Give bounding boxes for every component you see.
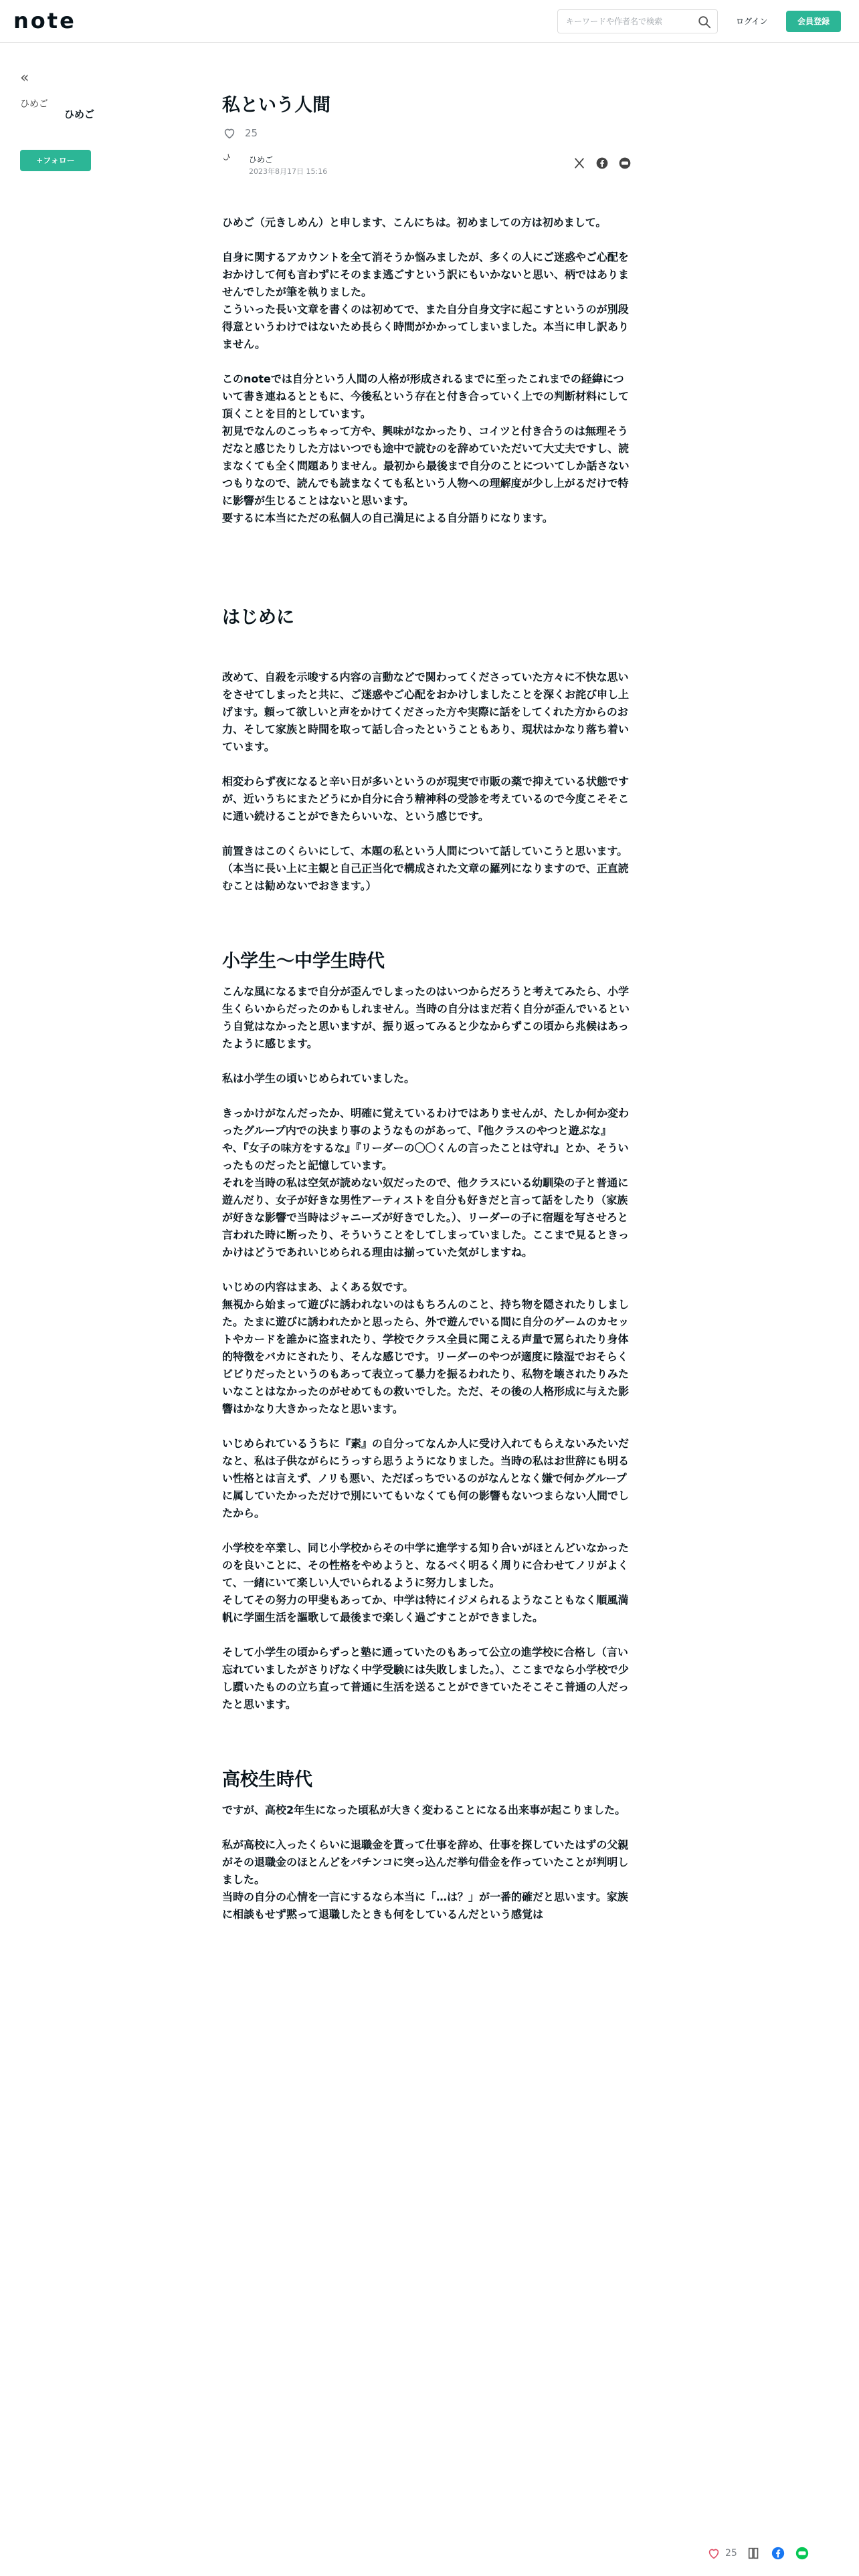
paragraph: こんな風になるまで自分が歪んでしまったのはいつからだろうと考えてみたら、小学生くらいからだったのかもしれません。当時の自分はまだ若く自分が歪んでいるという自覚はなかったと思いますが、振り返ってみると少なからずこの頃から兆候はあったように感じます。 [222,985,630,1050]
line-share-icon[interactable] [618,156,632,170]
paragraph: 前置きはこのくらいにして、本題の私という人間について話していこうと思います。（本当に長い上に主観と自己正当化で構成された文章の羅列になりますので、正直読むことは勧めないでおきます。） [222,845,629,892]
paragraph: きっかけがなんだったか、明確に覚えているわけではありませんが、たしか何か変わったグループ内での決まり事のようなものがあって、『他クラスのやつと遊ぶな』や、『女子の味方をするな』『リーダーの〇〇くんの言ったことは守れ』とか、そういったものだったと記憶しています。 それを当時の私は空気が読めない奴だったので、他クラスにいる幼馴染の子と普通に遊んだり、女子が好きな男性アーティストを自分も好きだと言って話をしたり（家族が好きな影響で当時はジャニーズが好きでした。）、リーダーの子に宿題を写させろと言われた時に断ったり、そういうことをしてしまっていました。ここまで見るときっかけはどうであれいじめられる理由は揃っていた気がしますね。 [222,1107,630,1259]
x-share-icon[interactable] [573,156,586,170]
article-title: 私という人間 [222,95,330,116]
signup-button[interactable]: 会員登録 [786,11,841,32]
author-name[interactable]: ひめご [249,155,274,165]
section-heading: 高校生時代 [222,1769,312,1790]
search-icon[interactable] [697,15,712,29]
heart-icon[interactable] [706,2546,721,2561]
paragraph: いじめられているうちに『素』の自分ってなんか人に受け入れてもらえないみたいだなと、私は子供ながらにうっすら思うようになりました。当時の私はお世辞にも明るい性格とは言えず、ノリも悪い、ただぼっちでいるのがなんとなく嫌で何かグループに属していたかっただけで別にいてもいなくても何の影響もないつまらない人間でしたから。 [222,1437,630,1519]
paragraph: いじめの内容はまあ、よくある奴です。 無視から始まって遊びに誘われないのはもちろんのこと、持ち物を隠されたりしました。たまに遊びに誘われたかと思ったら、外で遊んでいる間に自分のゲームのカセットやカードを誰かに盗まれたり、学校でクラス全員に聞こえる声量で罵られたり身体的特徴をバカにされたり、そんな感じです。リーダーのやつが適度に陰湿でおそらくビビりだったというのもあって表立って暴力を振るわれたり、私物を壊されたりみたいなことはなかったのがせめてもの救いでした。ただ、その後の人格形成に与えた影響はかなり大きかったなと思います。 [222,1281,630,1415]
follow-button[interactable]: +フォロー [20,150,91,171]
facebook-share-icon[interactable] [771,2546,785,2561]
like-count: 25 [245,127,258,139]
sidebar-avatar[interactable]: ひめご [20,99,48,110]
paragraph: ひめご（元きしめん）と申します、こんにちは。初めましての方は初めまして。 [222,216,607,229]
paragraph: 自身に関するアカウントを全て消そうか悩みましたが、多くの人にご迷惑やご心配をおかけして何も言わずにそのまま逃ごすという訳にもいかないと思い、柄ではありませんでしたが筆を執りました。 こういった長い文章を書くのは初めてで、また自分自身文字に起こすというのが別段得意というわけではないため長らく時間がかかってしまいました。本当に申し訳ありません。 [222,251,630,350]
search-input[interactable] [558,10,689,33]
share-icons [573,156,632,170]
floating-action-bar [706,2541,854,2565]
heart-icon[interactable] [222,126,237,140]
magazine-icon[interactable] [747,2546,761,2561]
author-row [222,152,632,179]
sidebar-author-name[interactable]: ひめご [64,108,95,120]
search-box[interactable] [557,9,718,33]
login-button[interactable]: ログイン [727,11,777,32]
collapse-sidebar-icon[interactable]: « [20,70,29,86]
author-avatar[interactable]: ひ [222,152,231,163]
line-share-icon[interactable] [795,2546,809,2561]
paragraph: 相変わらず夜になると辛い日が多いというのが現実で市販の薬で抑えている状態ですが、近いうちにまたどうにか自分に合う精神科の受診を考えているので今度こそそこに通い続けることができたらいいな、という感じです。 [222,775,630,823]
like-row [222,124,258,142]
section-heading: 小学生〜中学生時代 [222,951,385,972]
paragraph: そして小学生の頃からずっと塾に通っていたのもあって公立の進学校に合格し（言い忘れていましたがさりげなく中学受験には失敗しました。）、ここまでなら小学校で少し躓いたものの立ち直って普通に生活を送ることができていたそこそこ普通の人だったと思います。 [222,1646,630,1711]
section-heading: はじめに [222,607,294,628]
facebook-share-icon[interactable] [595,156,609,170]
paragraph: 小学校を卒業し、同じ小学校からその中学に進学する知り合いがほとんどいなかったのを良いことに、その性格をやめようと、なるべく明るく周りに合わせてノリがよくて、一緒にいて楽しい人でいられるように努力しました。 そしてその努力の甲斐もあってか、中学は特にイジメられるようなこともなく順風満帆に学園生活を謳歌して最後まで楽しく過ごすことができました。 [222,1541,630,1624]
paragraph: 改めて、自殺を示唆する内容の言動などで関わってくださっていた方々に不快な思いをさせてしまったと共に、ご迷惑やご心配をおかけしましたことを深くお詫び申し上げます。頼って欲しいと声をかけてくださった方や実際に話をしてくれた方からのお力、そして家族と時間を取って話し合ったということもあり、現状はかなり落ち着いています。 [222,671,630,753]
paragraph: ですが、高校2年生になった頃私が大きく変わることになる出来事が起こりました。 [222,1804,626,1816]
paragraph: このnoteでは自分という人間の人格が形成されるまでに至ったこれまでの経緯について書き連ねるとともに、今後私という存在と付き合っていく上での判断材料にして頂くことを目的としています。 初見でなんのこっちゃって方や、興味がなかったり、コイツと付き合うのは無理そうだなと感じたりした方はいつでも途中で読むのを辞めていただいて大丈夫ですし、読まなくても全く問題ありません。最初から最後まで自分のことについてしか話さないつもりなので、読んでも読まなくても私という人物への理解度が少し上がるだけで特に影響が生じることはないと思います。 要するに本当にただの私個人の自己満足による自分語りになります。 [222,372,630,524]
paragraph: 私は小学生の頃いじめられていました。 [222,1072,415,1085]
paragraph: 私が高校に入ったくらいに退職金を貰って仕事を辞め、仕事を探していたはずの父親がその退職金のほとんどをパチンコに突っ込んだ挙句借金を作っていたことが判明しました。 当時の自分の心情を一言にするなら本当に「…は？」が一番的確だと思います。家族に相談もせず黙って退職したときも何をしているんだという感覚は [222,1838,629,1921]
footer-like-count: 25 [725,2548,737,2559]
article-body [222,214,632,1923]
post-date: 2023年8月17日 15:16 [249,167,328,176]
site-header [0,0,859,43]
note-logo[interactable]: note [13,8,76,33]
